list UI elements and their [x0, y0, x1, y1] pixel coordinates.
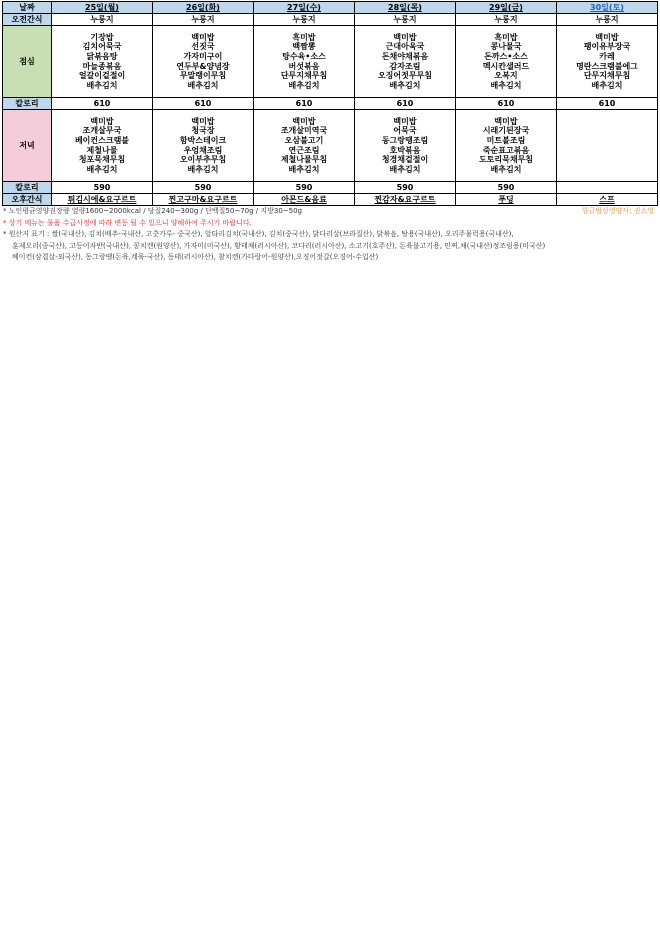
notes-block [2, 206, 656, 264]
origin-note: 훈제오리(중국산), 고등어자반(국내산), 꽁치캔(원양산), 가자미(미국산), 황태채(러시아산), 코다리(러시아산), 소고기(호주산), 돈육불고기용, 민찌,채(국내산)정조림용(미국산) [12, 241, 546, 250]
morning-snack-cell: 누룽지 [153, 14, 254, 26]
dinner-cell [456, 110, 557, 182]
menu-item: 도토리묵채무침 [478, 155, 534, 165]
dinner-cell [254, 110, 355, 182]
menu-item: 청경채겉절이 [381, 155, 429, 165]
dinner-calorie-row [3, 182, 658, 194]
menu-item: 백미밥 [191, 32, 215, 42]
dinner-calorie-cell: 590 [456, 182, 557, 194]
day-header-tue: 26일(화) [153, 2, 254, 14]
origin-note: * 원산지 표기 : 쌀(국내산), 김치(배추-국내산, 고춧가루- 중국산), 알타리김치(국내산), 김치(중국산), 닭다리살(브라질산), 닭볶음, 탕용(국내산), 오리주물럭용(국내산), [3, 230, 514, 238]
menu-item: 백짬뽕 [292, 42, 316, 52]
menu-item: 조개살미역국 [280, 126, 328, 136]
menu-item: 배추김치 [389, 80, 421, 90]
menu-item: 조개살무국 [82, 126, 122, 136]
lunch-cell [355, 26, 456, 98]
menu-item: 버섯볶음 [288, 61, 320, 71]
day-header-fri: 29일(금) [456, 2, 557, 14]
lunch-cell [557, 26, 658, 98]
menu-item: 김치어묵국 [82, 42, 122, 52]
morning-snack-cell: 누룽지 [254, 14, 355, 26]
date-label: 날짜 [3, 2, 52, 14]
menu-item: 가자미구이 [183, 51, 223, 61]
menu-item: 시래기된장국 [482, 126, 530, 136]
menu-item: 배추김치 [490, 80, 522, 90]
menu-item: 제철나물 [86, 145, 118, 155]
menu-item: 마늘종볶음 [82, 61, 122, 71]
afternoon-snack-cell: 푸딩 [456, 194, 557, 206]
menu-item: 백미밥 [191, 116, 215, 126]
afternoon-snack-cell: 찐감자&요구르트 [355, 194, 456, 206]
lunch-calorie-cell: 610 [52, 98, 153, 110]
afternoon-snack-row [3, 194, 658, 206]
menu-item: 오징어젓무무침 [377, 71, 433, 81]
day-header-sat: 30일(토) [557, 2, 658, 14]
menu-item: 돈채야채볶음 [381, 51, 429, 61]
nutrition-note: * 노인평균영양권장량 열량1600~2000kcal / 당질240~300g / 단백질50~70g / 지방30~50g [3, 207, 302, 215]
menu-item: 연두부&양념장 [176, 61, 230, 71]
menu-item: 연근조림 [288, 145, 320, 155]
day-header-wed: 27일(수) [254, 2, 355, 14]
menu-item: 백미밥 [393, 116, 417, 126]
menu-item: 오삼불고기 [284, 135, 324, 145]
afternoon-snack-cell: 튀김시에&요구르트 [52, 194, 153, 206]
menu-item: 우엉채조림 [183, 145, 223, 155]
afternoon-snack-cell: 아몬드&음료 [254, 194, 355, 206]
lunch-calorie-cell: 610 [355, 98, 456, 110]
dinner-cell [355, 110, 456, 182]
menu-item: 배추김치 [288, 164, 320, 174]
menu-item: 호박볶음 [389, 145, 421, 155]
menu-item: 함박스테이크 [179, 135, 227, 145]
lunch-cell [456, 26, 557, 98]
origin-note: 베이컨(삼겹살-외국산), 동그랑땡(돈육,계육-국산), 동태(러시아산), 참치캔(가다랑어-원양산),오징어젓갈(오징어-수입산) [12, 253, 379, 261]
afternoon-snack-cell: 스프 [557, 194, 658, 206]
menu-item: 근대아욱국 [385, 42, 425, 52]
dinner-calorie-cell: 590 [52, 182, 153, 194]
menu-item: 흑미밥 [292, 32, 316, 42]
dinner-cell [153, 110, 254, 182]
menu-item: 팽이유부장국 [583, 42, 631, 52]
menu-item: 명란스크램블에그 [576, 61, 638, 71]
menu-item: 단무지채무침 [280, 71, 328, 81]
menu-item: 배추김치 [86, 80, 118, 90]
menu-item: 배추김치 [187, 80, 219, 90]
morning-snack-label: 오전간식 [3, 14, 52, 26]
dinner-calorie-cell: 590 [355, 182, 456, 194]
menu-item: 백미밥 [90, 116, 114, 126]
meal-sheet [2, 1, 656, 264]
menu-item: 닭볶음탕 [86, 51, 118, 61]
menu-item: 기장밥 [90, 32, 114, 42]
menu-item: 흑미밥 [494, 32, 518, 42]
menu-item: 오복지 [494, 71, 518, 81]
lunch-cell [52, 26, 153, 98]
menu-item: 동그랑땡조림 [381, 135, 429, 145]
menu-item: 청포묵채무침 [78, 155, 126, 165]
menu-item: 멕시칸샐러드 [482, 61, 530, 71]
afternoon-snack-label: 오후간식 [3, 194, 52, 206]
dinner-calorie-cell [557, 182, 658, 194]
menu-item: 베이컨스크램블 [74, 135, 130, 145]
menu-item: 배추김치 [187, 164, 219, 174]
menu-item: 오이부추무침 [179, 155, 227, 165]
morning-snack-cell: 누룽지 [52, 14, 153, 26]
menu-item: 카레 [599, 51, 615, 61]
dinner-calorie-label: 칼로리 [3, 182, 52, 194]
menu-item: 배추김치 [490, 164, 522, 174]
lunch-calorie-cell: 610 [557, 98, 658, 110]
dinner-label: 저녁 [3, 110, 52, 182]
day-header-thu: 28일(목) [355, 2, 456, 14]
menu-item: 감자조림 [389, 61, 421, 71]
dietitian-credit: 향금범상영양사: 권소영 [581, 207, 654, 215]
header-row [3, 2, 658, 14]
lunch-calorie-cell: 610 [153, 98, 254, 110]
menu-item: 어묵국 [393, 126, 417, 136]
menu-item: 선짓국 [191, 42, 215, 52]
dinner-calorie-cell: 590 [254, 182, 355, 194]
lunch-calorie-row [3, 98, 658, 110]
menu-item: 백미밥 [494, 116, 518, 126]
menu-item: 미트볼조림 [486, 135, 526, 145]
weekly-menu-table [2, 1, 658, 206]
menu-item: 백미밥 [393, 32, 417, 42]
menu-item: 백미밥 [292, 116, 316, 126]
lunch-calorie-cell: 610 [456, 98, 557, 110]
menu-item: 배추김치 [288, 80, 320, 90]
menu-item: 탕수육•소스 [282, 51, 326, 61]
menu-item: 제철나물무침 [280, 155, 328, 165]
menu-item: 단무지채무침 [583, 71, 631, 81]
dinner-row [3, 110, 658, 182]
lunch-calorie-label: 칼로리 [3, 98, 52, 110]
menu-item: 청국장 [191, 126, 215, 136]
dinner-cell [557, 110, 658, 182]
menu-item: 죽순표고볶음 [482, 145, 530, 155]
menu-item: 배추김치 [86, 164, 118, 174]
menu-item: 얼갈이겉절이 [78, 71, 126, 81]
dinner-calorie-cell: 590 [153, 182, 254, 194]
lunch-row [3, 26, 658, 98]
dinner-cell [52, 110, 153, 182]
morning-snack-row [3, 14, 658, 26]
lunch-cell [254, 26, 355, 98]
morning-snack-cell: 누룽지 [456, 14, 557, 26]
menu-item: 백미밥 [595, 32, 619, 42]
lunch-cell [153, 26, 254, 98]
lunch-label: 점심 [3, 26, 52, 98]
day-header-mon: 25일(월) [52, 2, 153, 14]
morning-snack-cell: 누룽지 [557, 14, 658, 26]
afternoon-snack-cell: 찐고구마&요구르트 [153, 194, 254, 206]
menu-item: 배추김치 [591, 80, 623, 90]
menu-item: 배추김치 [389, 164, 421, 174]
menu-item: 무말랭이무침 [179, 71, 227, 81]
menu-item: 콩나물국 [490, 42, 522, 52]
menu-item: 돈까스•소스 [484, 51, 528, 61]
morning-snack-cell: 누룽지 [355, 14, 456, 26]
lunch-calorie-cell: 610 [254, 98, 355, 110]
disclaimer-note: * 상기 메뉴는 물품 수급사정에 따라 변동 될 수 있으니 양해하여 주시기 바랍니다. [3, 218, 252, 227]
